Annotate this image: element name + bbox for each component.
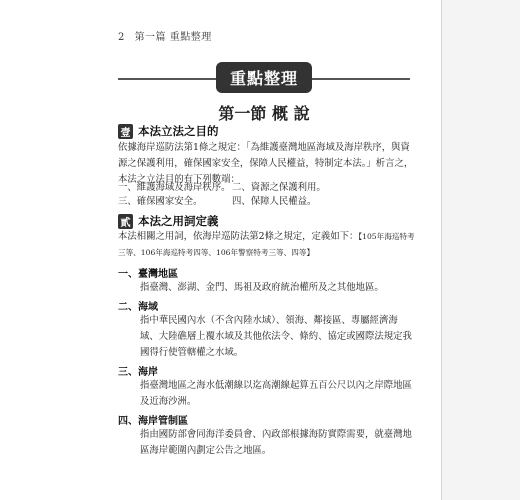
exam-references: 【105年海巡特考三等、106年海巡特考四等、106年警察特考三等、四等】 (118, 232, 415, 257)
part1-heading (118, 123, 219, 139)
part2-paragraph (118, 229, 416, 261)
definition-title: 一、臺灣地區 (118, 269, 178, 280)
definition-title: 三、海岸 (118, 367, 158, 378)
section-banner (118, 62, 410, 94)
banner-label: 重點整理 (216, 62, 312, 93)
banner-rule-right (312, 78, 410, 80)
definition-text: 指中華民國內水（不含內陸水域）、領海、鄰接區、專屬經濟海域、大陸礁層上覆水域及其他依法令、條約、協定或國際法規定我國得行使管轄權之水域。 (140, 315, 412, 358)
definition-title: 二、海域 (118, 302, 158, 313)
part1-badge: 壹 (118, 124, 133, 139)
running-header (118, 28, 212, 43)
list-item: 一、維護海域及海岸秩序。 (118, 182, 231, 193)
definition-text: 指臺灣、澎湖、金門、馬祖及政府統治權所及之其他地區。 (140, 282, 384, 293)
banner-rule-left (118, 78, 216, 80)
part1-paragraph: 依據海岸巡防法第1條之規定：「為維護臺灣地區海域及海岸秩序，與資源之保護利用，確保國家安全，保障人民權益，特制定本法。」析言之，本法之立法目的有下列數端： (118, 142, 414, 185)
page-edge-shadow (441, 0, 520, 500)
page-number: 2 (118, 32, 125, 43)
chapter-title: 第一篇 重點整理 (134, 32, 212, 43)
list-item: 三、確保國家安全。 (118, 196, 203, 207)
part2-heading-text: 本法之用詞定義 (138, 214, 219, 228)
list-item: 四、保障人民權益。 (232, 196, 317, 207)
definition-title: 四、海岸管制區 (118, 416, 188, 427)
definition-text: 指臺灣地區之海水低潮線以迄高潮線起算五百公尺以內之岸際地區及近海沙洲。 (140, 380, 412, 407)
definition-text: 指由國防部會同海洋委員會、內政部根據海防實際需要，就臺灣地區海岸範圍內劃定公告之地區。 (140, 429, 412, 456)
part2-intro: 本法相關之用詞，依海岸巡防法第2條之規定，定義如下： (118, 231, 359, 242)
part2-badge: 貳 (118, 214, 133, 229)
section-title: 第一節 概 說 (218, 104, 310, 123)
part1-heading-text: 本法立法之目的 (138, 124, 219, 138)
list-item: 二、資源之保護利用。 (232, 182, 326, 193)
part2-heading (118, 213, 219, 229)
